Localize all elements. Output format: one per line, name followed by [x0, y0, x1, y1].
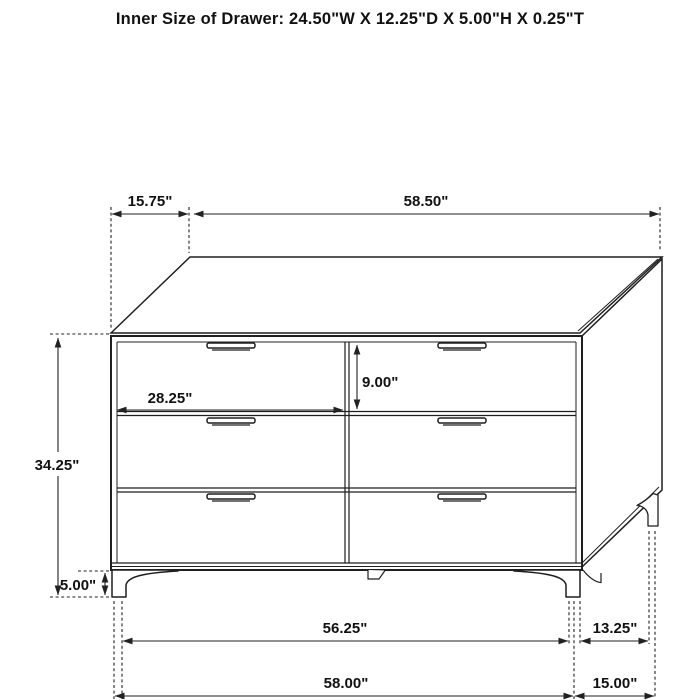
- dim-label-leg-height: 5.00": [59, 577, 97, 594]
- dim-label-base-inner-depth: 13.25": [592, 620, 638, 637]
- dim-label-top-width: 58.50": [403, 193, 449, 210]
- dim-label-base-width: 58.00": [323, 675, 369, 692]
- dim-label-drawer-height: 9.00": [362, 374, 399, 391]
- dim-label-base-inner-width: 56.25": [322, 620, 368, 637]
- front-right-leg-side-flare: [583, 570, 601, 583]
- front-left-leg: [112, 570, 178, 597]
- dim-label-drawer-width: 28.25": [147, 390, 193, 407]
- diagram-title: Inner Size of Drawer: 24.50"W X 12.25"D X 5.00"H X 0.25"T: [115, 10, 585, 28]
- dim-label-top-depth: 15.75": [127, 193, 173, 210]
- dresser-drawing: [111, 257, 662, 597]
- front-right-leg: [514, 570, 580, 597]
- dresser-front-face: [111, 336, 582, 570]
- dim-label-overall-height: 34.25": [34, 457, 80, 474]
- center-support-bracket: [368, 570, 385, 579]
- dresser-top-face: [111, 257, 662, 333]
- dim-label-base-depth: 15.00": [592, 675, 638, 692]
